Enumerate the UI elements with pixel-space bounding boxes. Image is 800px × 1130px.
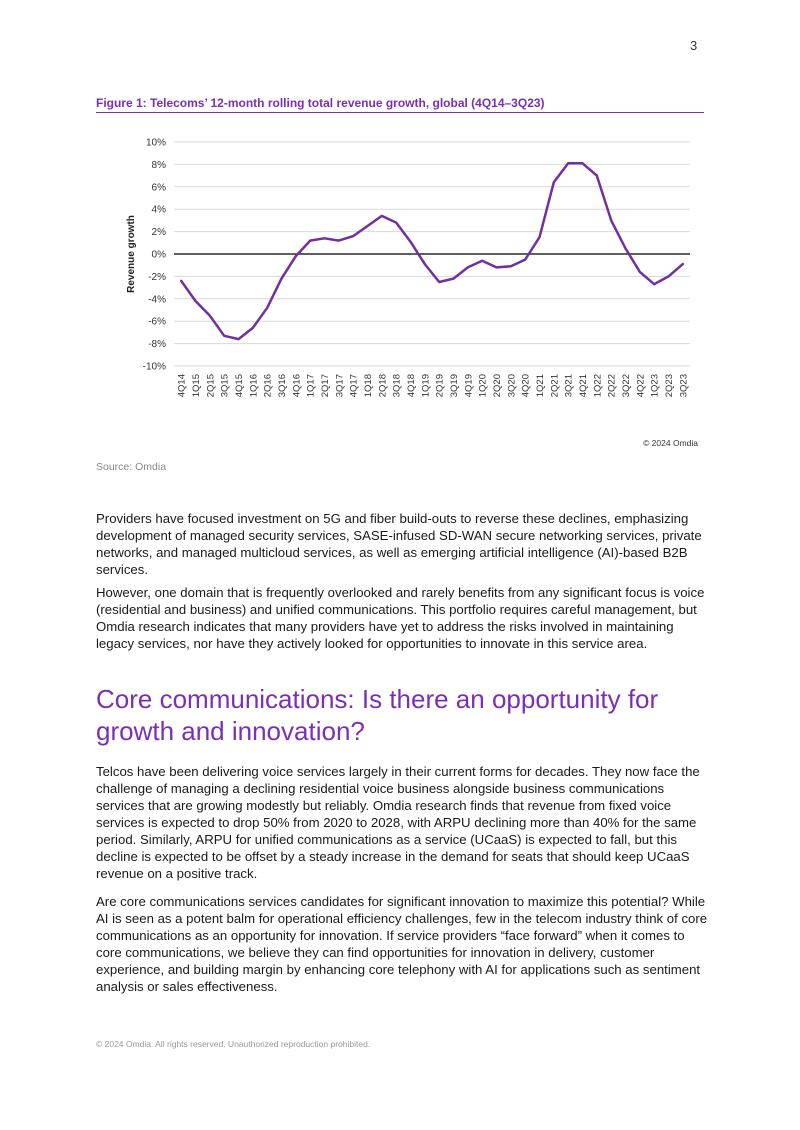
y-axis-title: Revenue growth — [126, 215, 137, 293]
y-tick-label: 10% — [145, 137, 166, 149]
y-tick-label: 2% — [151, 227, 166, 239]
chart-svg — [96, 120, 704, 456]
x-tick-label: 4Q21 — [578, 374, 589, 398]
x-tick-label: 1Q23 — [649, 374, 661, 398]
page-footer: © 2024 Omdia. All rights reserved. Unauthorized reproduction prohibited. — [96, 1039, 371, 1049]
x-tick-label: 4Q19 — [463, 374, 475, 398]
x-tick-label: 1Q20 — [477, 374, 489, 398]
x-tick-label: 4Q20 — [520, 374, 532, 398]
section-heading: Core communications: Is there an opportunity for growth and innovation? — [96, 684, 659, 746]
x-tick-label: 4Q17 — [348, 374, 360, 398]
y-tick-label: -6% — [148, 316, 166, 328]
series-line — [181, 163, 683, 339]
y-tick-label: -8% — [148, 339, 166, 351]
x-tick-label: 2Q21 — [549, 374, 561, 398]
x-tick-label: 3Q23 — [678, 374, 690, 398]
paragraph-innovation: Are core communications services candidates for significant innovation to maximize this potential? While AI is seen as a potent balm for operational efficiency challenges, few in the telecom industry think of core communications as an opportunity for innovation. If service providers “face forward” when it comes to core communications, we believe they can find opportunities for innovation in delivery, customer experience, and building margin by enhancing core telephony with AI for applications such as sentiment analysis or sales effectiveness. — [96, 894, 708, 994]
paragraph-voice-overlooked: However, one domain that is frequently overlooked and rarely benefits from any significant focus is voice (residential and business) and unified communications. This portfolio requires careful management, but Omdia research indicates that many providers have yet to address the risks involved in maintaining legacy services, nor have they actively looked for opportunities to innovate in this service area. — [96, 585, 705, 651]
x-tick-label: 2Q22 — [606, 374, 618, 398]
x-tick-label: 3Q19 — [449, 374, 460, 398]
x-tick-label: 3Q17 — [334, 374, 346, 398]
y-tick-label: -10% — [142, 361, 166, 373]
x-tick-label: 4Q15 — [234, 374, 245, 398]
x-tick-label: 1Q18 — [363, 374, 374, 398]
paragraph-telcos-voice: Telcos have been delivering voice services largely in their current forms for decades. They now face the challenge of managing a declining residential voice business alongside business communications services that are growing modestly but reliably. Omdia research finds that revenue from fixed voice services is expected to drop 50% from 2020 to 2028, with ARPU declining more than 40% for the same period. Similarly, ARPU for unified communications as a service (UCaaS) is expected to fall, but this decline is expected to be offset by a steady increase in the demand for seats that should keep UCaaS revenue on a positive track. — [96, 764, 700, 881]
y-tick-label: 8% — [151, 159, 166, 171]
y-tick-label: -4% — [148, 294, 166, 306]
figure-copyright: © 2024 Omdia — [643, 438, 698, 448]
x-tick-label: 1Q17 — [305, 374, 317, 398]
x-tick-label: 3Q15 — [219, 374, 231, 398]
x-tick-label: 2Q19 — [434, 374, 446, 398]
x-tick-label: 1Q21 — [535, 374, 546, 398]
x-tick-label: 3Q18 — [391, 374, 403, 398]
x-tick-label: 4Q22 — [635, 374, 647, 398]
x-tick-label: 2Q20 — [492, 374, 503, 398]
figure-title: Figure 1: Telecoms’ 12-month rolling total revenue growth, global (4Q14–3Q23) — [96, 96, 704, 113]
x-tick-label: 2Q17 — [320, 374, 331, 398]
x-tick-label: 2Q16 — [262, 374, 274, 398]
x-tick-label: 4Q16 — [291, 374, 303, 398]
x-tick-label: 3Q21 — [563, 374, 575, 398]
x-tick-label: 2Q18 — [377, 374, 389, 398]
x-tick-label: 1Q15 — [191, 374, 202, 398]
x-tick-label: 3Q20 — [506, 374, 518, 398]
x-tick-label: 4Q18 — [406, 374, 417, 398]
paragraph-investment: Providers have focused investment on 5G and fiber build-outs to reverse these declines, emphasizing development of managed security services, SASE-infused SD-WAN secure networking services, private networks, and managed multicloud services, as well as emerging artificial intelligence (AI)-based B2B services. — [96, 511, 702, 577]
y-tick-label: 4% — [151, 204, 166, 216]
y-tick-label: 6% — [151, 182, 166, 194]
x-tick-label: 1Q22 — [592, 374, 604, 398]
x-tick-label: 2Q15 — [205, 374, 217, 398]
x-tick-label: 4Q14 — [176, 374, 188, 398]
figure-source: Source: Omdia — [96, 461, 167, 473]
x-tick-label: 1Q19 — [420, 374, 432, 398]
x-tick-label: 3Q22 — [621, 374, 632, 398]
x-tick-label: 2Q23 — [664, 374, 675, 398]
x-tick-label: 1Q16 — [248, 374, 260, 398]
x-tick-label: 3Q16 — [277, 374, 288, 398]
y-tick-label: -2% — [148, 271, 166, 283]
revenue-growth-chart — [96, 120, 704, 456]
y-tick-label: 0% — [151, 249, 166, 261]
page-number: 3 — [690, 38, 698, 53]
